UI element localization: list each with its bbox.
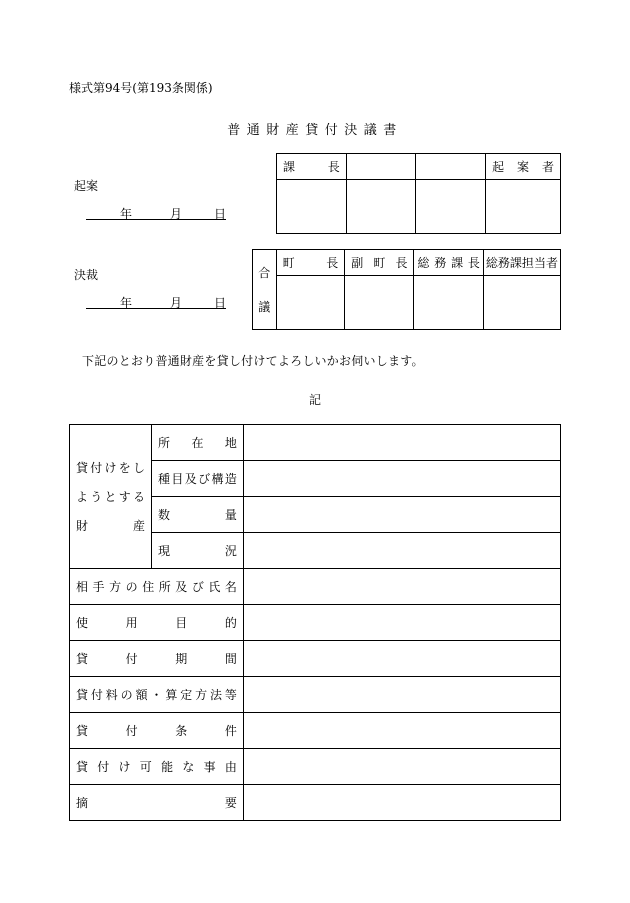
- property-subitem-char: 数: [157, 508, 170, 522]
- kian-approver-char: 長: [327, 160, 340, 174]
- row-label-char: 付: [125, 652, 138, 666]
- property-subitem-label: [151, 425, 243, 461]
- period-field[interactable]: [243, 641, 560, 677]
- property-subitem-char: び: [198, 472, 211, 486]
- property-group-char: る: [132, 490, 145, 504]
- row-label: [70, 713, 244, 749]
- row-label-char: 定: [180, 688, 193, 702]
- property-group-char: 産: [132, 519, 145, 533]
- row-label-char: 貸: [76, 760, 89, 774]
- kessai-approval-table: [252, 249, 561, 330]
- kian-approver-char: 課: [283, 160, 296, 174]
- property-subitem-label: [151, 461, 243, 497]
- kessai-approver-char: 長: [467, 256, 480, 270]
- kessai-approver-char: 当: [533, 256, 546, 270]
- kian-approval-table: [276, 153, 561, 234]
- kessai-approver-char: 課: [509, 256, 522, 270]
- row-label: [70, 569, 244, 605]
- property-subitem-char: 構: [211, 472, 224, 486]
- property-group-label: [70, 425, 152, 569]
- property-group-char: を: [118, 461, 131, 475]
- row-label-char: の: [125, 580, 138, 594]
- row-label-char: 方: [195, 688, 208, 702]
- kessai-approver-char: 総: [485, 256, 498, 270]
- row-label-char: 貸: [76, 688, 89, 702]
- property-subitem-char: 況: [224, 544, 237, 558]
- kian-approver-char: 起: [492, 160, 505, 174]
- kian-seal-box[interactable]: [416, 180, 486, 234]
- row-label-char: 相: [76, 580, 89, 594]
- property-group-char: け: [104, 461, 117, 475]
- row-label-char: な: [182, 760, 195, 774]
- property-group-char: よ: [76, 490, 89, 504]
- property-subitem-char: 及: [184, 472, 197, 486]
- row-label-char: 付: [125, 724, 138, 738]
- kessai-day-label: 日: [214, 296, 227, 310]
- property-condition-field[interactable]: [243, 533, 560, 569]
- kessai-label: 決裁: [74, 268, 99, 282]
- property-group-char: 付: [90, 461, 103, 475]
- kessai-approver-char: 副: [351, 256, 364, 270]
- kian-year-label: 年: [120, 207, 133, 221]
- kessai-approver-fukuchocho: [345, 250, 414, 276]
- row-label-char: 条: [175, 724, 188, 738]
- kian-seal-box[interactable]: [486, 180, 561, 234]
- remarks-field[interactable]: [243, 785, 560, 821]
- row-label-char: 住: [142, 580, 155, 594]
- property-location-field[interactable]: [243, 425, 560, 461]
- kian-month-label: 月: [170, 207, 183, 221]
- kessai-approver-char: 総: [417, 256, 430, 270]
- row-label-char: 件: [224, 724, 237, 738]
- kian-approver-kacho: [277, 154, 347, 180]
- row-label: [70, 641, 244, 677]
- ki-heading: 記: [308, 393, 321, 407]
- row-label-char: 摘: [76, 796, 89, 810]
- property-subitem-char: 種: [157, 472, 170, 486]
- kessai-seal-box[interactable]: [276, 276, 345, 330]
- row-label-char: 貸: [76, 652, 89, 666]
- property-subitem-char: 現: [157, 544, 170, 558]
- row-label: [70, 605, 244, 641]
- row-label-char: 所: [158, 580, 171, 594]
- kian-seal-box[interactable]: [277, 180, 347, 234]
- property-subitem-char: 造: [224, 472, 237, 486]
- gougi-cell: [253, 250, 277, 330]
- kian-approver-kiansha: [486, 154, 561, 180]
- property-group-char: 財: [76, 519, 89, 533]
- property-group-char: う: [90, 490, 103, 504]
- kian-seal-box[interactable]: [346, 180, 416, 234]
- row-label-char: 及: [175, 580, 188, 594]
- row-label-char: ・: [150, 688, 163, 702]
- row-label-char: 付: [97, 760, 110, 774]
- document-title: 普通財産貸付決議書: [227, 123, 403, 138]
- property-group-char: 貸: [76, 461, 89, 475]
- row-label-char: 額: [135, 688, 148, 702]
- property-subitem-char: 地: [224, 436, 237, 450]
- property-subitem-char: 在: [191, 436, 204, 450]
- row-label-char: 氏: [208, 580, 221, 594]
- property-subitem-char: 量: [224, 508, 237, 522]
- kian-approver-blank1: [346, 154, 416, 180]
- kian-approver-char: 案: [517, 160, 530, 174]
- property-subitem-label: [151, 533, 243, 569]
- row-label-char: 用: [125, 616, 138, 630]
- row-label-char: 要: [224, 796, 237, 810]
- row-label: [70, 785, 244, 821]
- kian-date-line[interactable]: [86, 205, 226, 220]
- kessai-approver-char: 長: [395, 256, 408, 270]
- row-label-char: 間: [224, 652, 237, 666]
- gougi-char-1: 合: [258, 265, 271, 280]
- row-label-char: 方: [109, 580, 122, 594]
- row-label-char: 料: [105, 688, 118, 702]
- kessai-month-label: 月: [170, 296, 183, 310]
- request-text: 下記のとおり普通財産を貸し付けてよろしいかお伺いします。: [82, 354, 424, 368]
- counterparty-field[interactable]: [243, 569, 560, 605]
- kessai-approver-char: 町: [282, 256, 295, 270]
- details-table: [69, 424, 561, 821]
- reason-field[interactable]: [243, 749, 560, 785]
- row-label-char: 目: [175, 616, 188, 630]
- kessai-approver-somukacho: [414, 250, 483, 276]
- row-label-char: 使: [76, 616, 89, 630]
- kian-day-label: 日: [214, 207, 227, 221]
- row-label: [70, 677, 244, 713]
- row-label-char: 的: [224, 616, 237, 630]
- row-label-char: 貸: [76, 724, 89, 738]
- property-subitem-char: 所: [157, 436, 170, 450]
- kessai-date-line[interactable]: [86, 294, 226, 309]
- kian-approver-char: 者: [541, 160, 554, 174]
- kian-approver-blank2: [416, 154, 486, 180]
- kessai-approver-char: 長: [326, 256, 339, 270]
- property-subitem-char: 目: [171, 472, 184, 486]
- row-label-char: 期: [175, 652, 188, 666]
- row-label-char: け: [118, 760, 131, 774]
- row-label-char: 事: [203, 760, 216, 774]
- row-label-char: の: [120, 688, 133, 702]
- property-group-char: し: [132, 461, 145, 475]
- gougi-char-2: 議: [258, 299, 271, 314]
- kian-label: 起案: [74, 179, 99, 193]
- kessai-approver-char: 者: [545, 256, 558, 270]
- kessai-seal-box[interactable]: [414, 276, 483, 330]
- row-label-char: び: [191, 580, 204, 594]
- purpose-field[interactable]: [243, 605, 560, 641]
- kessai-approver-char: 務: [497, 256, 510, 270]
- property-type-structure-field[interactable]: [243, 461, 560, 497]
- row-label-char: 能: [161, 760, 174, 774]
- kessai-approver-tantosha: [483, 250, 560, 276]
- row-label-char: 等: [224, 688, 237, 702]
- row-label-char: 手: [92, 580, 105, 594]
- property-group-char: す: [118, 490, 131, 504]
- kessai-seal-box[interactable]: [345, 276, 414, 330]
- kessai-seal-box[interactable]: [483, 276, 560, 330]
- property-quantity-field[interactable]: [243, 497, 560, 533]
- conditions-field[interactable]: [243, 713, 560, 749]
- row-label: [70, 749, 244, 785]
- row-label-char: 付: [90, 688, 103, 702]
- kessai-approver-char: 課: [451, 256, 464, 270]
- row-label-char: 名: [224, 580, 237, 594]
- row-label-char: 可: [139, 760, 152, 774]
- kessai-approver-char: 町: [373, 256, 386, 270]
- kessai-approver-char: 担: [521, 256, 534, 270]
- form-number: 様式第94号(第193条関係): [69, 81, 213, 95]
- row-label-char: 算: [165, 688, 178, 702]
- row-label-char: 由: [224, 760, 237, 774]
- kessai-year-label: 年: [120, 296, 133, 310]
- fee-field[interactable]: [243, 677, 560, 713]
- kessai-approver-char: 務: [434, 256, 447, 270]
- property-group-char: と: [104, 490, 117, 504]
- row-label-char: 法: [210, 688, 223, 702]
- property-subitem-label: [151, 497, 243, 533]
- kessai-approver-chocho: [276, 250, 345, 276]
